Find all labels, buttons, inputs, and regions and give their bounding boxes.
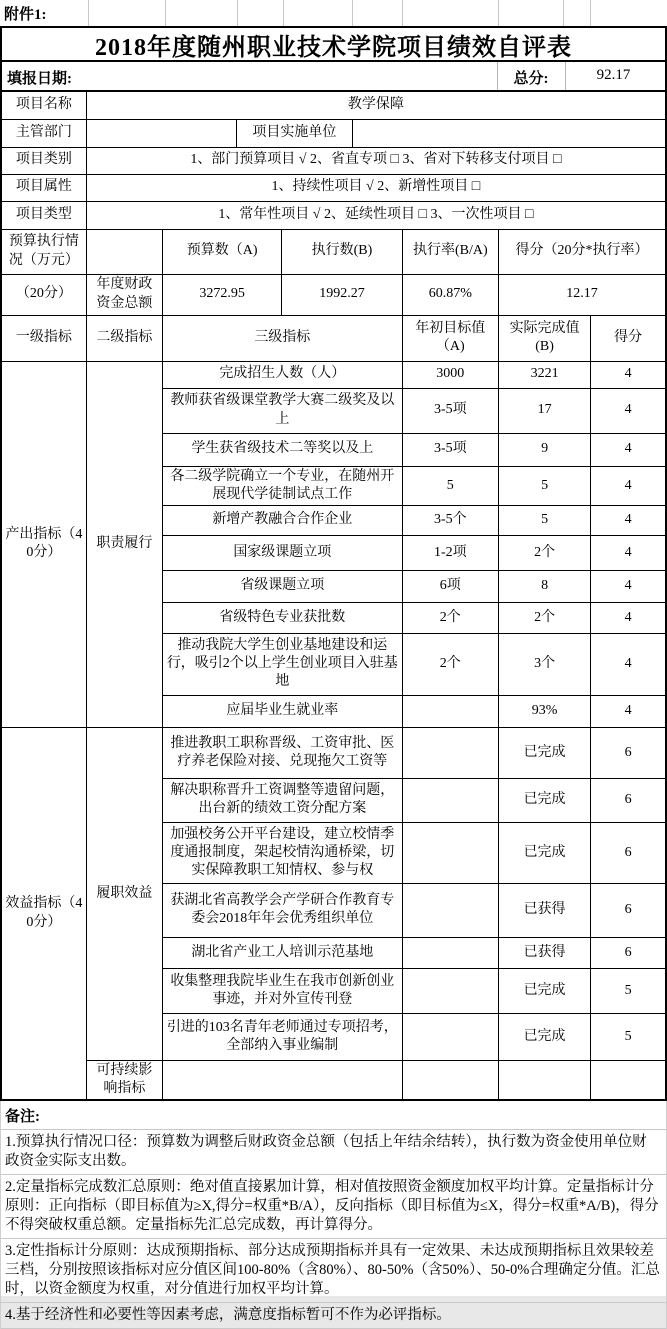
indicator-actual: 已完成 <box>498 968 590 1013</box>
grid-line <box>563 0 564 26</box>
indicator-score: 4 <box>591 466 666 505</box>
header-level1: 一级指标 <box>1 315 86 361</box>
project-name-value: 教学保障 <box>86 91 666 119</box>
indicator-name: 省级课题立项 <box>162 570 402 602</box>
indicator-actual: 3个 <box>498 633 590 695</box>
indicator-score: 6 <box>591 778 666 822</box>
indicator-score: 5 <box>591 1013 666 1060</box>
notes-label: 备注: <box>1 1101 666 1130</box>
grid-line <box>237 0 238 26</box>
category-row <box>1 147 666 174</box>
attribute-row <box>1 174 666 201</box>
indicator-score: 4 <box>591 505 666 535</box>
budget-col-budget: 预算数（A) <box>162 229 281 274</box>
indicator-target: 3-5个 <box>402 505 498 535</box>
indicator-actual: 已完成 <box>498 727 590 778</box>
indicator-actual: 9 <box>498 433 590 466</box>
category-options: 1、部门预算项目 √ 2、省直专项 □ 3、省对下转移支付项目 □ <box>86 147 666 174</box>
note-item-3: 3.定性指标计分原则：达成预期指标、部分达成预期指标并具有一定效果、未达成预期指标且效果较差三档，分别按照该指标对应分值区间100-80%（含80%）、80-50%（含50%）、50-0%合理确定分值。汇总时，以资金额度为权重，对分值进行加权平均计算。 <box>1 1239 666 1303</box>
indicator-row <box>1 727 666 778</box>
indicator-score: 4 <box>591 433 666 466</box>
group1-level2: 职责履行 <box>86 361 162 727</box>
note-item-1: 1.预算执行情况口径：预算数为调整后财政资金总额（包括上年结余结转），执行数为资金使用单位财政资金实际支出数。 <box>1 1130 666 1175</box>
indicator-target: 3000 <box>402 361 498 388</box>
budget-data-row <box>1 274 666 315</box>
indicator-score: 4 <box>591 695 666 727</box>
header-level3: 三级指标 <box>162 315 402 361</box>
indicator-target <box>402 1013 498 1060</box>
sustain-actual-blank <box>498 1060 590 1100</box>
group2-level2b: 可持续影响指标 <box>86 1060 162 1100</box>
budget-score-value: 12.17 <box>498 274 666 315</box>
note-item-4: 4.基于经济性和必要性等因素考虑，满意度指标暂可不作为必评指标。 <box>1 1303 666 1329</box>
indicator-target <box>402 822 498 883</box>
attribute-options: 1、持续性项目 √ 2、新增性项目 □ <box>86 174 666 201</box>
indicator-score: 6 <box>591 883 666 937</box>
indicator-actual: 已完成 <box>498 822 590 883</box>
sustain-score-blank <box>591 1060 666 1100</box>
attribute-label: 项目属性 <box>1 174 86 201</box>
indicator-name: 国家级课题立项 <box>162 535 402 570</box>
budget-value: 3272.95 <box>162 274 281 315</box>
indicator-name: 收集整理我院毕业生在我市创新创业事迹，并对外宣传刊登 <box>162 968 402 1013</box>
indicator-target: 5 <box>402 466 498 505</box>
note-item-2: 2.定量指标完成数汇总原则：绝对值直接累加计算，相对值按照资金额度加权平均计算。定量指标计分原则：正向指标（即目标值为≥X,得分=权重*B/A），反向指标（即目标值为≤X，得分=权重*A/B)，得分不得突破权重总额。定量指标先汇总完成数，再计算得分。 <box>1 1175 666 1239</box>
budget-section-label: 预算执行情况（万元） <box>1 229 86 274</box>
indicator-target <box>402 883 498 937</box>
indicator-target <box>402 778 498 822</box>
budget-col-score: 得分（20分*执行率） <box>498 229 666 274</box>
indicator-name: 省级特色专业获批数 <box>162 602 402 633</box>
indicator-target <box>402 695 498 727</box>
grid-line <box>283 0 284 26</box>
fill-date-label: 填报日期: <box>7 71 72 87</box>
indicator-name: 获湖北省高教学会产学研合作教育专委会2018年年会优秀组织单位 <box>162 883 402 937</box>
indicator-actual: 8 <box>498 570 590 602</box>
indicator-target: 2个 <box>402 633 498 695</box>
indicator-score: 5 <box>591 968 666 1013</box>
indicator-score: 4 <box>591 535 666 570</box>
header-score: 得分 <box>591 315 666 361</box>
budget-row-label: 年度财政资金总额 <box>86 274 162 315</box>
indicator-actual: 已完成 <box>498 1013 590 1060</box>
indicator-actual: 17 <box>498 388 590 433</box>
type-options: 1、常年性项目 √ 2、延续性项目 □ 3、一次性项目 □ <box>86 201 666 229</box>
top-strip <box>0 0 667 26</box>
evaluation-table <box>0 90 667 1101</box>
indicator-actual: 已完成 <box>498 778 590 822</box>
indicator-score: 4 <box>591 570 666 602</box>
dept-label: 主管部门 <box>1 119 86 147</box>
indicator-actual: 已获得 <box>498 883 590 937</box>
exec-value: 1992.27 <box>282 274 402 315</box>
dept-value <box>86 119 236 147</box>
indicator-name: 湖北省产业工人培训示范基地 <box>162 937 402 968</box>
indicator-target <box>402 968 498 1013</box>
indicator-score: 6 <box>591 822 666 883</box>
attachment-label: 附件1: <box>4 7 47 23</box>
total-score-value: 92.17 <box>596 67 631 83</box>
group2-level1: 效益指标（40分） <box>1 727 86 1100</box>
header-actual: 实际完成值(B) <box>498 315 590 361</box>
indicator-target: 6项 <box>402 570 498 602</box>
notes-section <box>0 1101 667 1329</box>
indicator-name: 完成招生人数（人） <box>162 361 402 388</box>
indicator-actual: 2个 <box>498 535 590 570</box>
date-row <box>0 62 667 90</box>
sustain-target-blank <box>402 1060 498 1100</box>
title-box <box>0 26 667 62</box>
indicator-row <box>1 361 666 388</box>
indicator-name: 新增产教融合合作企业 <box>162 505 402 535</box>
total-score-label: 总分: <box>513 71 549 87</box>
indicator-name: 应届毕业生就业率 <box>162 695 402 727</box>
indicator-score: 4 <box>591 361 666 388</box>
dept-row <box>1 119 666 147</box>
budget-blank-cell <box>86 229 162 274</box>
project-name-row <box>1 91 666 119</box>
budget-score-label: （20分） <box>1 274 86 315</box>
grid-line <box>498 0 499 26</box>
project-name-label: 项目名称 <box>1 91 86 119</box>
indicator-target <box>402 727 498 778</box>
indicator-name: 推动我院大学生创业基地建设和运行，吸引2个以上学生创业项目入驻基地 <box>162 633 402 695</box>
grid-line <box>402 0 403 26</box>
indicator-score: 4 <box>591 633 666 695</box>
indicator-target: 3-5项 <box>402 433 498 466</box>
indicator-actual: 93% <box>498 695 590 727</box>
indicator-name: 学生获省级技术二等奖以及上 <box>162 433 402 466</box>
indicator-actual: 已获得 <box>498 937 590 968</box>
grid-line <box>165 0 166 26</box>
indicator-actual: 2个 <box>498 602 590 633</box>
indicator-target: 1-2项 <box>402 535 498 570</box>
indicator-target: 2个 <box>402 602 498 633</box>
indicator-score: 6 <box>591 727 666 778</box>
indicator-score: 4 <box>591 388 666 433</box>
indicator-score: 4 <box>591 602 666 633</box>
budget-header-row <box>1 229 666 274</box>
indicator-name: 引进的103名青年老师通过专项招考，全部纳入事业编制 <box>162 1013 402 1060</box>
type-label: 项目类型 <box>1 201 86 229</box>
header-target: 年初目标值（A) <box>402 315 498 361</box>
indicator-target <box>402 937 498 968</box>
page-title: 2018年度随州职业技术学院项目绩效自评表 <box>95 34 572 61</box>
indicator-header-row <box>1 315 666 361</box>
indicator-score: 6 <box>591 937 666 968</box>
budget-col-exec: 执行数(B) <box>282 229 402 274</box>
sustain-name-blank <box>162 1060 402 1100</box>
category-label: 项目类别 <box>1 147 86 174</box>
grid-line <box>352 0 353 26</box>
indicator-name: 教师获省级课堂教学大赛二级奖及以上 <box>162 388 402 433</box>
type-row <box>1 201 666 229</box>
header-level2: 二级指标 <box>86 315 162 361</box>
rate-value: 60.87% <box>402 274 498 315</box>
sustain-row <box>1 1060 666 1100</box>
indicator-name: 各二级学院确立一个专业，在随州开展现代学徒制试点工作 <box>162 466 402 505</box>
indicator-target: 3-5项 <box>402 388 498 433</box>
impl-unit-label: 项目实施单位 <box>237 119 352 147</box>
indicator-name: 解决职称晋升工资调整等遗留问题，出台新的绩效工资分配方案 <box>162 778 402 822</box>
budget-col-rate: 执行率(B/A) <box>402 229 498 274</box>
grid-line <box>590 0 591 26</box>
indicator-actual: 5 <box>498 466 590 505</box>
indicator-actual: 5 <box>498 505 590 535</box>
group1-level1: 产出指标（40分） <box>1 361 86 727</box>
indicator-actual: 3221 <box>498 361 590 388</box>
group2-level2: 履职效益 <box>86 727 162 1060</box>
impl-unit-value <box>352 119 666 147</box>
indicator-name: 推进教职工职称晋级、工资审批、医疗养老保险对接、兑现拖欠工资等 <box>162 727 402 778</box>
indicator-name: 加强校务公开平台建设，建立校情季度通报制度，架起校情沟通桥梁，切实保障教职工知情权、参与权 <box>162 822 402 883</box>
grid-line <box>88 0 89 26</box>
